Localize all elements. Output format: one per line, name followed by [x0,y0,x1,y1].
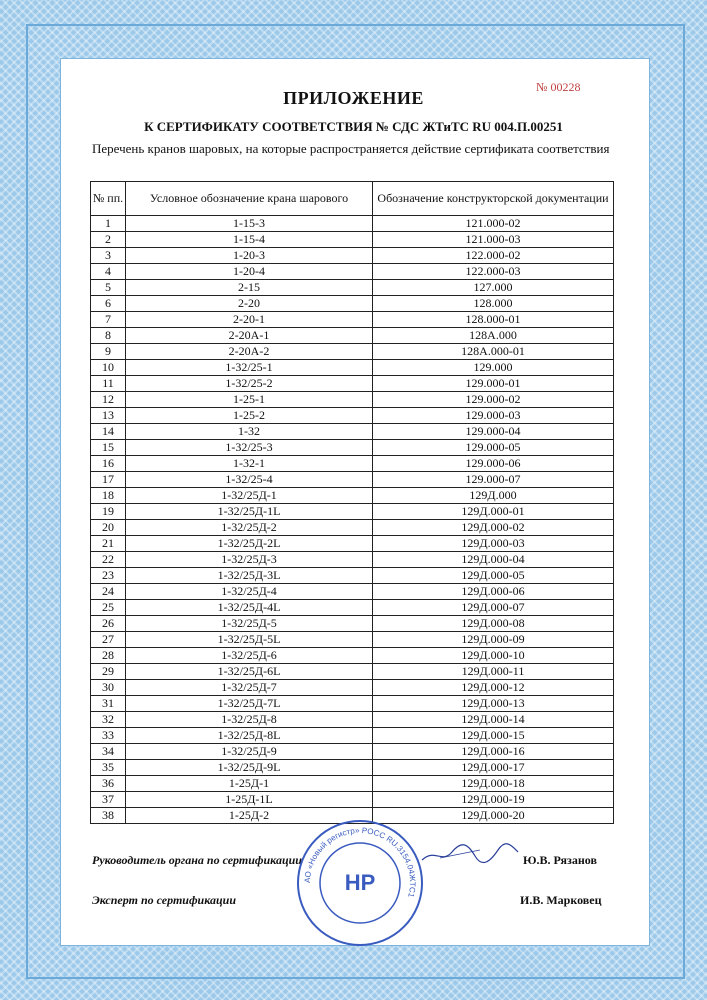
table-row [91,664,614,680]
table-row [91,568,614,584]
row-number: 13 [91,408,126,424]
row-documentation: 121.000-03 [373,232,614,248]
table-row [91,600,614,616]
row-designation: 1-32/25Д-1L [126,504,373,520]
row-number: 24 [91,584,126,600]
header-designation: Условное обозначение крана шарового [126,182,373,216]
row-documentation: 121.000-02 [373,216,614,232]
row-number: 16 [91,456,126,472]
row-documentation: 129.000-04 [373,424,614,440]
official-seal [295,818,425,948]
row-documentation: 129Д.000-01 [373,504,614,520]
row-number: 4 [91,264,126,280]
stamp-center-text: НР [344,870,376,895]
table-row [91,632,614,648]
valve-table [90,181,614,824]
table-row [91,520,614,536]
row-number: 15 [91,440,126,456]
row-designation: 1-15-3 [126,216,373,232]
table-row [91,680,614,696]
row-number: 22 [91,552,126,568]
row-number: 9 [91,344,126,360]
row-number: 6 [91,296,126,312]
table-row [91,392,614,408]
table-row [91,488,614,504]
row-designation: 2-20 [126,296,373,312]
table-row [91,776,614,792]
row-documentation: 129Д.000-13 [373,696,614,712]
row-designation: 1-32/25Д-8L [126,728,373,744]
row-designation: 1-32/25Д-7 [126,680,373,696]
row-designation: 1-20-3 [126,248,373,264]
row-documentation: 129Д.000-11 [373,664,614,680]
row-documentation: 129Д.000-06 [373,584,614,600]
row-designation: 1-32/25Д-5 [126,616,373,632]
row-number: 21 [91,536,126,552]
row-designation: 1-32/25-3 [126,440,373,456]
row-number: 8 [91,328,126,344]
table-row [91,552,614,568]
row-designation: 1-25Д-2 [126,808,373,824]
row-designation: 2-20А-2 [126,344,373,360]
row-designation: 1-32/25-2 [126,376,373,392]
row-documentation: 129Д.000-17 [373,760,614,776]
row-documentation: 129.000-02 [373,392,614,408]
row-number: 37 [91,792,126,808]
table-row [91,792,614,808]
row-designation: 1-32/25Д-2 [126,520,373,536]
table-row [91,728,614,744]
row-designation: 1-32/25Д-6L [126,664,373,680]
row-designation: 1-25-2 [126,408,373,424]
table-row [91,504,614,520]
row-designation: 1-32/25Д-2L [126,536,373,552]
row-documentation: 128А.000 [373,328,614,344]
table-row [91,440,614,456]
row-designation: 1-32/25-1 [126,360,373,376]
table-row [91,264,614,280]
row-documentation: 129Д.000-19 [373,792,614,808]
row-designation: 1-25Д-1L [126,792,373,808]
row-documentation: 129Д.000-18 [373,776,614,792]
row-number: 36 [91,776,126,792]
table-row [91,472,614,488]
table-row [91,296,614,312]
row-documentation: 122.000-02 [373,248,614,264]
row-documentation: 129Д.000-03 [373,536,614,552]
table-row [91,424,614,440]
row-designation: 1-32/25Д-9L [126,760,373,776]
row-designation: 1-25Д-1 [126,776,373,792]
row-designation: 1-32/25Д-4 [126,584,373,600]
row-documentation: 129Д.000-12 [373,680,614,696]
row-documentation: 122.000-03 [373,264,614,280]
row-documentation: 129Д.000-04 [373,552,614,568]
table-row [91,456,614,472]
row-designation: 1-32/25Д-6 [126,648,373,664]
table-row [91,216,614,232]
row-documentation: 128.000 [373,296,614,312]
table-row [91,696,614,712]
row-documentation: 129Д.000-02 [373,520,614,536]
table-row [91,744,614,760]
row-designation: 2-15 [126,280,373,296]
head-name: Ю.В. Рязанов [523,853,597,867]
document-subtitle: К СЕРТИФИКАТУ СООТВЕТСТВИЯ № СДС ЖТиТС RU 004.П.00251 [144,119,563,134]
row-number: 34 [91,744,126,760]
row-designation: 1-25-1 [126,392,373,408]
row-documentation: 128А.000-01 [373,344,614,360]
row-documentation: 129Д.000-09 [373,632,614,648]
row-designation: 1-32/25Д-3 [126,552,373,568]
row-documentation: 129Д.000-20 [373,808,614,824]
row-designation: 1-32/25Д-5L [126,632,373,648]
row-number: 25 [91,600,126,616]
handwritten-signature [420,838,520,868]
header-documentation: Обозначение конструкторской документации [373,182,614,216]
table-row [91,584,614,600]
table-header-row [91,182,614,216]
table-row [91,376,614,392]
row-number: 30 [91,680,126,696]
intro-text: Перечень кранов шаровых, на которые распространяется действие сертификата соответствия [92,141,610,156]
row-number: 7 [91,312,126,328]
expert-role: Эксперт по сертификации [92,893,237,907]
row-designation: 1-32/25Д-1 [126,488,373,504]
row-documentation: 129Д.000-07 [373,600,614,616]
row-number: 17 [91,472,126,488]
expert-name: И.В. Марковец [520,893,602,907]
table-row [91,360,614,376]
row-designation: 1-20-4 [126,264,373,280]
row-number: 23 [91,568,126,584]
table-row [91,536,614,552]
row-documentation: 129.000-03 [373,408,614,424]
row-documentation: 129Д.000-08 [373,616,614,632]
table-row [91,280,614,296]
row-documentation: 129Д.000 [373,488,614,504]
stamp-ring-text: АО «Новый регистр» РОСС RU.3154.04ЖТС1 [302,825,418,899]
row-designation: 1-32/25-4 [126,472,373,488]
table-row [91,344,614,360]
row-number: 26 [91,616,126,632]
table-row [91,328,614,344]
row-designation: 1-32/25Д-4L [126,600,373,616]
header-number: № пп. [91,182,126,216]
row-documentation: 129Д.000-05 [373,568,614,584]
row-number: 35 [91,760,126,776]
row-designation: 1-15-4 [126,232,373,248]
table-row [91,248,614,264]
row-number: 5 [91,280,126,296]
row-documentation: 129Д.000-16 [373,744,614,760]
table-row [91,616,614,632]
row-number: 12 [91,392,126,408]
row-number: 11 [91,376,126,392]
row-number: 2 [91,232,126,248]
row-documentation: 129Д.000-14 [373,712,614,728]
table-row [91,312,614,328]
row-number: 32 [91,712,126,728]
certificate-number: № 00228 [536,80,581,94]
row-number: 10 [91,360,126,376]
row-documentation: 129.000-01 [373,376,614,392]
table-row [91,760,614,776]
row-designation: 1-32/25Д-7L [126,696,373,712]
row-number: 27 [91,632,126,648]
row-number: 38 [91,808,126,824]
row-number: 1 [91,216,126,232]
row-number: 28 [91,648,126,664]
row-documentation: 129Д.000-15 [373,728,614,744]
table-row [91,232,614,248]
row-number: 20 [91,520,126,536]
row-number: 31 [91,696,126,712]
row-number: 14 [91,424,126,440]
row-designation: 2-20-1 [126,312,373,328]
row-documentation: 128.000-01 [373,312,614,328]
row-documentation: 129.000-06 [373,456,614,472]
row-designation: 1-32/25Д-9 [126,744,373,760]
table-row [91,712,614,728]
row-documentation: 129.000-05 [373,440,614,456]
row-documentation: 129Д.000-10 [373,648,614,664]
row-number: 29 [91,664,126,680]
row-number: 19 [91,504,126,520]
row-designation: 1-32 [126,424,373,440]
table-row [91,408,614,424]
row-designation: 2-20А-1 [126,328,373,344]
row-designation: 1-32/25Д-8 [126,712,373,728]
head-role: Руководитель органа по сертификации [92,853,302,867]
row-documentation: 129.000-07 [373,472,614,488]
row-designation: 1-32/25Д-3L [126,568,373,584]
table-body [91,216,614,824]
document-title: ПРИЛОЖЕНИЕ [283,88,424,108]
table-row [91,648,614,664]
row-number: 3 [91,248,126,264]
row-number: 18 [91,488,126,504]
row-designation: 1-32-1 [126,456,373,472]
row-number: 33 [91,728,126,744]
row-documentation: 127.000 [373,280,614,296]
row-documentation: 129.000 [373,360,614,376]
